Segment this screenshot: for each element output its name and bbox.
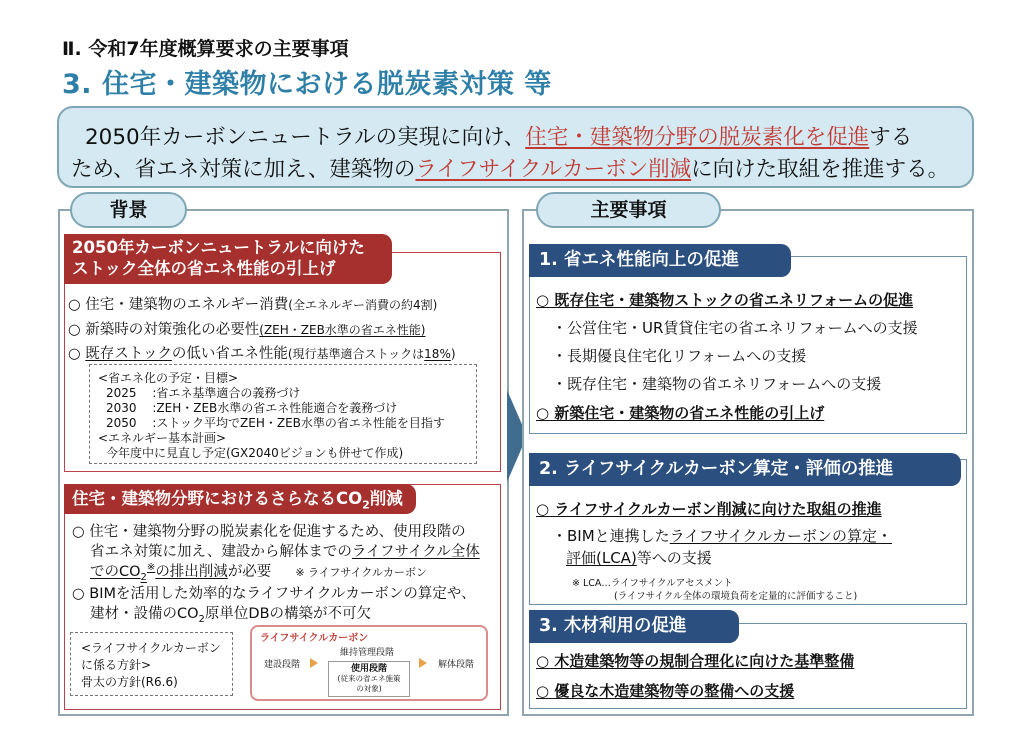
- summary-line-2: [71, 152, 949, 183]
- sub-long-life-housing: ・長期優良住宅化リフォームへの支援: [552, 347, 807, 365]
- sub-text: 等への支援: [636, 549, 712, 567]
- section-3-heading: 3. 木材利用の促進: [529, 610, 739, 643]
- bullet-text: 既存ストック: [85, 346, 172, 362]
- diagram-title: ライフサイクルカーボン: [260, 633, 369, 644]
- stage-use-box: [328, 661, 410, 697]
- sub-text: 評価(LCA): [566, 549, 637, 567]
- plan-line: 2030 :ZEH・ZEB水準の省エネ性能適合を義務づけ: [106, 401, 398, 415]
- summary-text: に向けた取組を推進する。: [691, 157, 950, 182]
- stage-demolish: 解体段階: [438, 660, 475, 670]
- bullet-note: (現行基準適合ストックは: [287, 347, 425, 361]
- arrow-icon: [310, 658, 318, 668]
- plan-line: <省エネ化の予定・目標>: [98, 371, 239, 385]
- sub-text: ・BIMと連携した: [552, 527, 670, 545]
- plan-line: 2050 :ストック平均でZEH・ZEB水準の省エネ性能を目指す: [106, 416, 445, 430]
- bullet-note: ※ ライフサイクルカーボン: [295, 566, 428, 579]
- summary-highlight: 住宅・建築物分野の脱炭素化を促進: [525, 125, 870, 150]
- summary-box: [57, 106, 974, 188]
- item-lifecycle-carbon: ○ ライフサイクルカーボン削減に向けた取組の推進: [536, 500, 882, 518]
- summary-line-1: [85, 120, 912, 151]
- plan-line: 2025 :省エネ基準適合の義務づけ: [106, 386, 301, 400]
- sub-text: ライフサイクルカーボンの算定・: [669, 527, 892, 545]
- bullet-bim-line2: [90, 602, 371, 625]
- bullet-text: ○ 新築時の対策強化の必要性: [68, 322, 260, 338]
- sub-bim-line1: [552, 525, 892, 546]
- stage-use-note: (従来の省エネ施策: [337, 674, 401, 683]
- policy-line: 骨太の方針(R6.6): [81, 675, 178, 689]
- summary-text: ため、省エネ対策に加え、建築物の: [71, 157, 416, 182]
- stage-maintenance: 維持管理段階: [340, 648, 395, 658]
- bullet-lifecycle-line1: ○ 住宅・建築物分野の脱炭素化を促進するため、使用段階の: [72, 524, 466, 540]
- bullet-subscript: 2: [140, 571, 147, 583]
- sub-public-housing: ・公営住宅・UR賃貸住宅の省エネリフォームへの支援: [552, 319, 918, 337]
- policy-line: <ライフサイクルカーボン: [81, 641, 221, 655]
- main-items-tab: 主要事項: [536, 192, 721, 228]
- page-title: 3. 住宅・建築物における脱炭素対策 等: [62, 69, 552, 100]
- bullet-note: 18%: [424, 347, 451, 361]
- arrow-icon: [419, 658, 427, 668]
- policy-box: [70, 632, 233, 696]
- item-existing-renovation: ○ 既存住宅・建築物ストックの省エネリフォームの促進: [536, 291, 914, 309]
- bullet-note: (全エネルギー消費の約4割): [288, 298, 438, 312]
- bullet-text: ○: [68, 346, 86, 362]
- item-wood-regulation: ○ 木造建築物等の規制合理化に向けた基準整備: [536, 652, 855, 670]
- stage-build: 建設段階: [264, 660, 301, 670]
- summary-highlight: ライフサイクルカーボン削減: [415, 157, 692, 182]
- item-wood-support: ○ 優良な木造建築物等の整備への支援: [536, 682, 795, 700]
- bullet-bim-line1: ○ BIMを活用した効率的なライフサイクルカーボンの算定や、: [72, 586, 476, 602]
- section-1-heading: 1. 省エネ性能向上の促進: [529, 244, 791, 277]
- section-label: Ⅱ. 令和7年度概算要求の主要事項: [62, 38, 349, 60]
- bullet-text: 省エネ対策に加え、建設から解体までの: [90, 544, 352, 560]
- bullet-text: の低い省エネ性能: [171, 346, 288, 362]
- bullet-text: 建材・設備のCO: [90, 606, 199, 622]
- background-tab: 背景: [70, 192, 187, 228]
- bullet-note: ): [450, 347, 456, 361]
- plan-line: <エネルギー基本計画>: [98, 431, 227, 445]
- section-2-heading: 2. ライフサイクルカーボン算定・評価の推進: [529, 453, 961, 486]
- bullet-text: 原単位DBの構築が不可欠: [204, 606, 372, 622]
- bullet-subscript: 2: [198, 613, 205, 625]
- stage-use: 使用段階: [350, 664, 387, 674]
- sub-bim-line2: [566, 547, 712, 568]
- stock-energy-heading: [64, 234, 392, 284]
- heading-text: 住宅・建築物分野におけるさらなるCO: [72, 489, 363, 508]
- summary-text: する: [869, 125, 913, 150]
- sub-existing-renovation: ・既存住宅・建築物の省エネリフォームへの支援: [552, 375, 882, 393]
- heading-line: 2050年カーボンニュートラルに向けた: [72, 238, 365, 257]
- summary-text: 2050年カーボンニュートラルの実現に向け、: [85, 125, 526, 150]
- energy-plan-box: [89, 364, 477, 464]
- item-new-build: ○ 新築住宅・建築物の省エネ性能の引上げ: [536, 404, 825, 422]
- co2-reduction-heading: [64, 484, 416, 514]
- bullet-new-build: [68, 318, 426, 339]
- bullet-lifecycle-line2: [90, 540, 480, 561]
- lca-note-1: ※ LCA…ライフサイクルアセスメント: [572, 578, 733, 589]
- document-header: [0, 0, 1024, 108]
- bullet-note: (ZEH・ZEB水準の省エネ性能): [259, 323, 426, 337]
- bullet-text: でのCO: [90, 564, 141, 580]
- policy-line: に係る方針>: [81, 658, 152, 672]
- heading-text: 削減: [369, 489, 403, 508]
- plan-line: 今年度中に見直し予定(GX2040ビジョンも併せて作成): [106, 446, 404, 460]
- bullet-lifecycle-line3: [90, 560, 427, 583]
- heading-subscript: 2: [362, 498, 370, 512]
- bullet-existing-stock: [68, 342, 456, 363]
- lca-note-2: (ライフサイクル全体の環境負荷を定量的に評価すること): [614, 591, 858, 602]
- bullet-superscript: ※: [146, 562, 156, 574]
- bullet-text: の排出削減: [155, 564, 228, 580]
- bullet-text: ライフサイクル全体: [351, 544, 480, 560]
- heading-line: ストック全体の省エネ性能の引上げ: [72, 259, 336, 278]
- bullet-text: ○ 住宅・建築物のエネルギー消費: [68, 297, 289, 313]
- bullet-energy-consumption: [68, 293, 437, 314]
- bullet-text: が必要: [227, 564, 272, 580]
- stage-use-note: の対象): [356, 684, 382, 693]
- lifecycle-carbon-diagram: [250, 625, 488, 701]
